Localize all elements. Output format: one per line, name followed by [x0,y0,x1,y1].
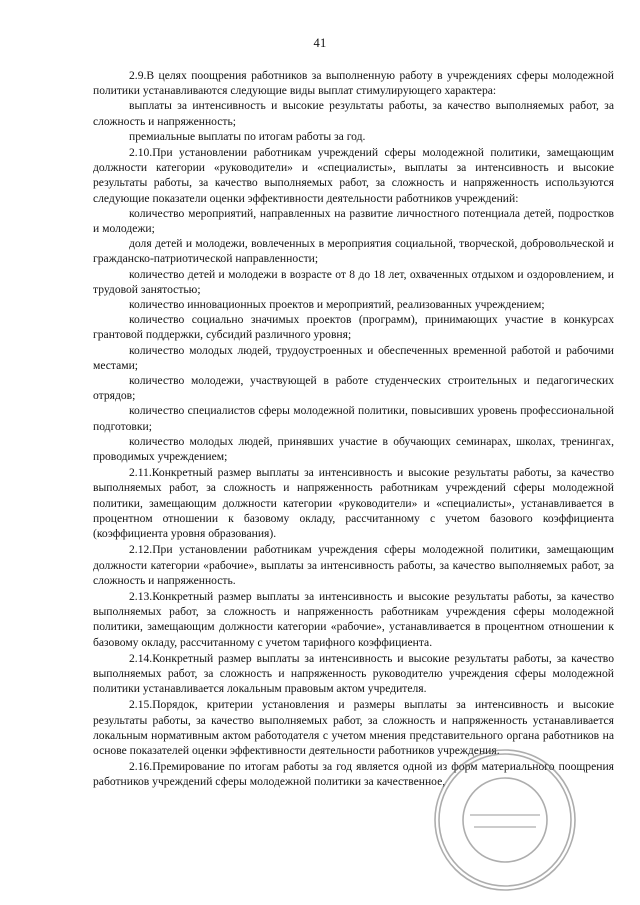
paragraph-2-15: 2.15.Порядок, критерии установления и размеры выплаты за интенсивность и высокие результаты работы, за качество выполняемых работ, за сложность и напряженность устанавливается локальным нормативным актом работодателя с учетом мнения представительного органа работников на основе показателей оценки эффективности деятельности работников учреждения. [93,698,614,757]
list-item: премиальные выплаты по итогам работы за год. [129,129,366,143]
list-item: выплаты за интенсивность и высокие результаты работы, за качество выполняемых работ, за сложность и напряженность; [93,99,614,128]
stamp-lines [470,815,540,827]
page-number: 41 [313,36,327,50]
list-item: количество детей и молодежи в возрасте от 8 до 18 лет, охваченных отдыхом и оздоровлением, и трудовой занятостью; [93,267,614,296]
document-body [93,68,614,790]
list-item: количество молодых людей, принявших участие в обучающих семинарах, школах, тренингах, проводимых учреждением; [93,434,614,464]
list-item: количество социально значимых проектов (программ), принимающих участие в конкурсах грантовой поддержки, субсидий различного уровня; [93,313,614,342]
paragraph-2-16: 2.16.Премирование по итогам работы за год является одной из форм материального поощрения работников учреждений сферы молодежной политики за качественное, [93,760,614,789]
list-item: количество специалистов сферы молодежной политики, повысивших уровень профессиональной подготовки; [93,404,614,433]
list-item: количество молодежи, участвующей в работе студенческих строительных и педагогических отрядов; [93,374,614,403]
paragraph-2-12: 2.12.При установлении работникам учреждения сферы молодежной политики, замещающим должности категории «рабочие», выплаты за интенсивность работы, за качество выполняемых работ, за сложность и напряженность. [93,543,614,587]
list-item: количество молодых людей, трудоустроенных и обеспеченных временной работой и рабочими местами; [93,343,614,372]
paragraph-2-9: 2.9.В целях поощрения работников за выполненную работу в учреждениях сферы молодежной политики устанавливаются следующие виды выплат стимулирующего характера: [93,69,614,98]
paragraph-2-13: 2.13.Конкретный размер выплаты за интенсивность и высокие результаты работы, за качество выполняемых работ, за сложность и напряженность работникам учреждения сферы молодежной политики, замещающим должности категории «рабочие», устанавливается в процентном отношении к базовому окладу, рассчитанному с учетом тарифного коэффициента. [93,589,614,649]
paragraph-2-10: 2.10.При установлении работникам учреждений сферы молодежной политики, замещающим должности категории «руководители» и «специалисты», выплаты за интенсивность и высокие результаты работы, за качество выполняемых работ, за сложность и напряженность используются следующие показатели оценки эффективности деятельности работников учреждений: [93,146,614,205]
list-item: доля детей и молодежи, вовлеченных в мероприятия социальной, творческой, добровольческой и гражданско-патриотической направленности; [93,237,614,266]
list-item: количество инновационных проектов и мероприятий, реализованных учреждением; [129,298,545,312]
paragraph-2-11: 2.11.Конкретный размер выплаты за интенсивность и высокие результаты работы, за качество выполняемых работ, за сложность и напряженность работникам учреждений сферы молодежной политики, замещающим должности категории «руководители» и «специалисты», устанавливается в процентном отношении к базовому окладу, рассчитанному с учетом базового коэффициента (коэффициента уровня образования). [93,466,614,541]
paragraph-2-14: 2.14.Конкретный размер выплаты за интенсивность и высокие результаты работы, за качество выполняемых работ, за сложность и напряженность руководителю учреждения сферы молодежной политики устанавливается локальным правовым актом учредителя. [93,651,614,696]
list-item: количество мероприятий, направленных на развитие личностного потенциала детей, подростков и молодежи; [93,206,614,236]
stamp-center-ring [463,778,547,862]
